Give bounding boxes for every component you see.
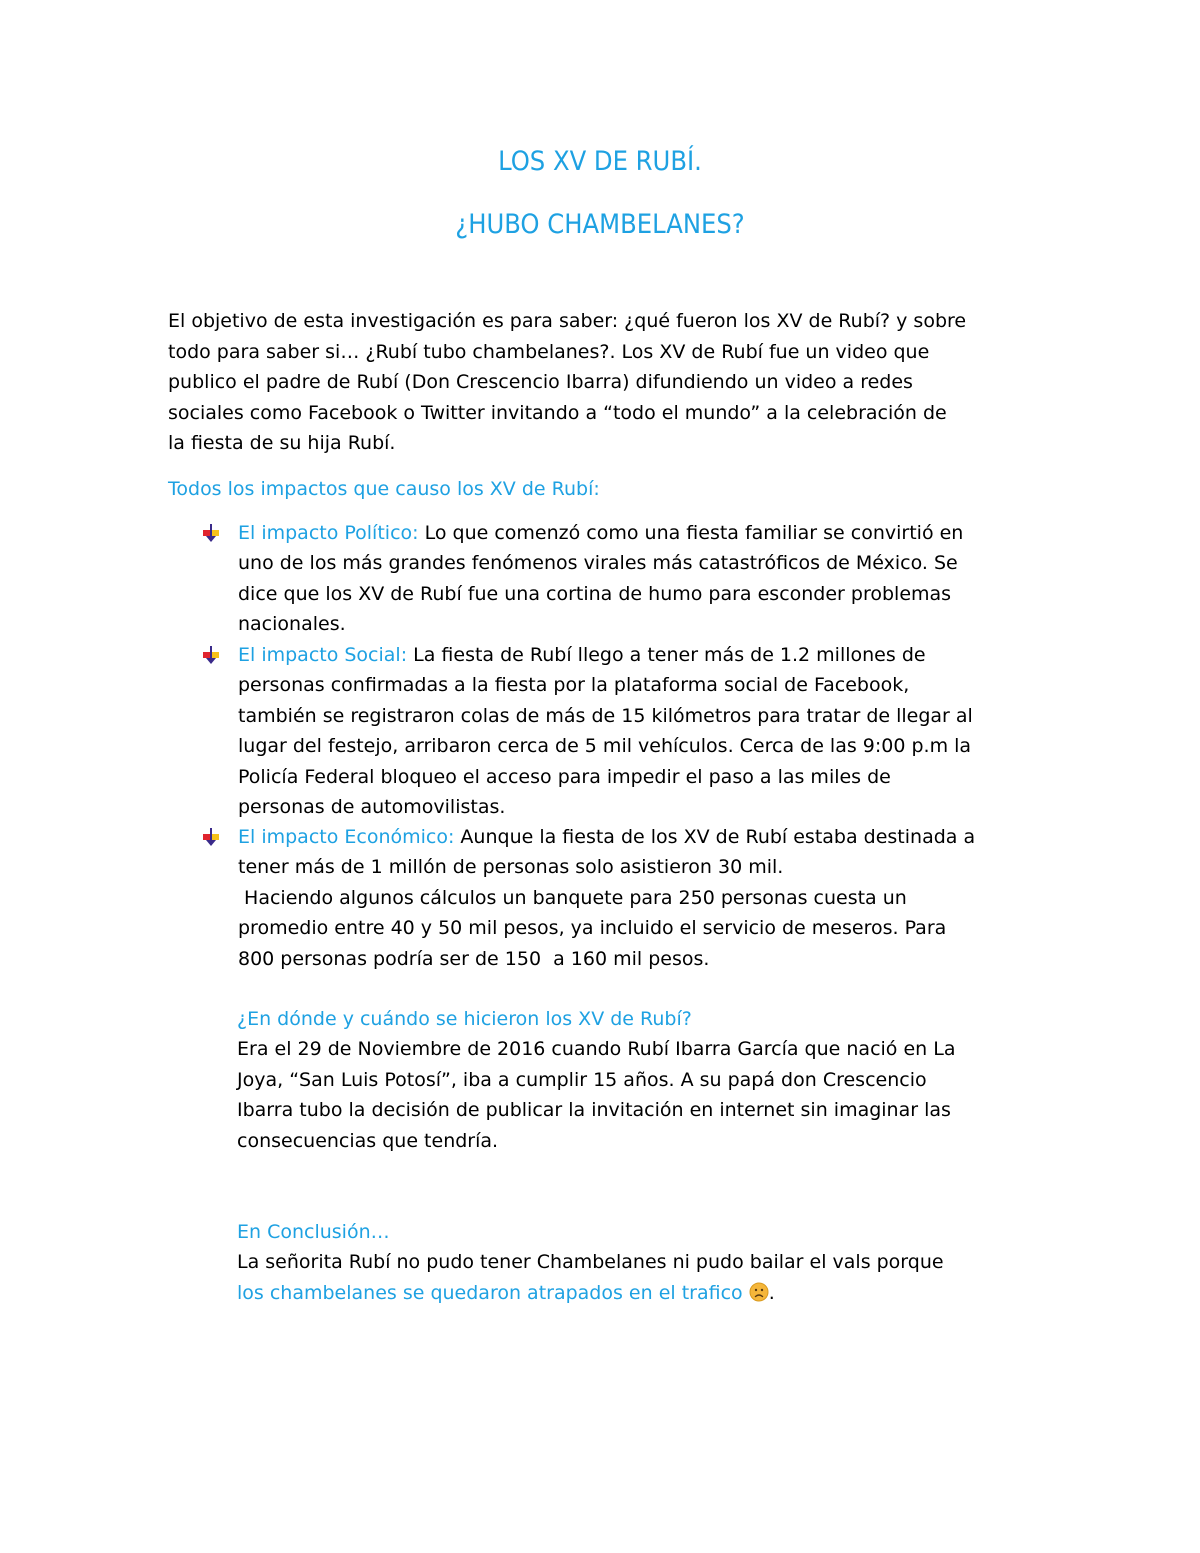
arrow-down-bullet-icon — [200, 644, 222, 666]
where-when-section — [237, 1004, 1057, 1156]
impact-line: tener más de 1 millón de personas solo asistieron 30 mil. — [238, 856, 784, 879]
impacts-heading: Todos los impactos que causo los XV de Rubí: — [168, 478, 600, 500]
where-line: Ibarra tubo la decisión de publicar la invitación en internet sin imaginar las — [237, 1099, 951, 1122]
impact-line: nacionales. — [238, 613, 346, 636]
impact-line: Lo que comenzó como una fiesta familiar se convirtió en — [418, 522, 964, 544]
title-line-1: LOS XV DE RUBÍ. — [498, 146, 702, 177]
intro-line: El objetivo de esta investigación es para saber: ¿qué fueron los XV de Rubí? y sobre — [168, 310, 967, 332]
impact-line: dice que los XV de Rubí fue una cortina de humo para esconder problemas — [238, 582, 952, 605]
impact-line: 800 personas podría ser de 150 a 160 mil pesos. — [238, 947, 710, 970]
conclusion-accent-text: los chambelanes se quedaron atrapados en el trafico — [237, 1281, 749, 1304]
intro-line: publico el padre de Rubí (Don Crescencio Ibarra) difundiendo un video a redes — [168, 371, 913, 393]
conclusion-section — [237, 1217, 1057, 1308]
intro-line: todo para saber si… ¿Rubí tubo chambelanes?. Los XV de Rubí fue un video que — [168, 340, 930, 363]
where-line: consecuencias que tendría. — [237, 1129, 499, 1152]
impact-line: Aunque la fiesta de los XV de Rubí estaba destinada a — [454, 826, 976, 848]
impact-text — [238, 822, 1078, 974]
where-line: Joya, “San Luis Potosí”, iba a cumplir 15 años. A su papá don Crescencio — [237, 1068, 927, 1091]
impact-label: El impacto Político: — [238, 522, 419, 544]
conclusion-end: . — [768, 1281, 775, 1304]
intro-line: sociales como Facebook o Twitter invitando a “todo el mundo” a la celebración de — [168, 401, 947, 424]
impact-line: personas confirmadas a la fiesta por la plataforma social de Facebook, — [238, 674, 910, 697]
conclusion-heading: En Conclusión… — [237, 1221, 390, 1243]
conclusion-line: La señorita Rubí no pudo tener Chambelanes ni pudo bailar el vals porque — [237, 1251, 944, 1274]
impact-line: Policía Federal bloqueo el acceso para impedir el paso a las miles de — [238, 765, 891, 788]
impact-text — [238, 518, 1078, 640]
impact-line: personas de automovilistas. — [238, 796, 506, 819]
where-heading: ¿En dónde y cuándo se hicieron los XV de Rubí? — [237, 1008, 692, 1030]
impact-line: La fiesta de Rubí llego a tener más de 1.2 millones de — [407, 644, 926, 666]
where-line: Era el 29 de Noviembre de 2016 cuando Rubí Ibarra García que nació en La — [237, 1038, 956, 1061]
intro-paragraph — [168, 306, 1048, 459]
arrow-down-bullet-icon — [200, 522, 222, 544]
impact-text — [238, 640, 1078, 822]
impact-label: El impacto Económico: — [238, 826, 455, 848]
title-line-2: ¿HUBO CHAMBELANES? — [455, 209, 745, 240]
impact-line: Haciendo algunos cálculos un banquete para 250 personas cuesta un — [238, 886, 907, 909]
impact-line: lugar del festejo, arribaron cerca de 5 mil vehículos. Cerca de las 9:00 p.m la — [238, 735, 972, 758]
impact-line: promedio entre 40 y 50 mil pesos, ya incluido el servicio de meseros. Para — [238, 917, 947, 940]
arrow-down-bullet-icon — [200, 826, 222, 848]
sad-face-icon — [749, 1282, 769, 1302]
impact-line: también se registraron colas de más de 15 kilómetros para tratar de llegar al — [238, 704, 973, 727]
impact-label: El impacto Social: — [238, 644, 408, 666]
impact-line: uno de los más grandes fenómenos virales más catastróficos de México. Se — [238, 552, 958, 575]
intro-line: la fiesta de su hija Rubí. — [168, 432, 396, 454]
